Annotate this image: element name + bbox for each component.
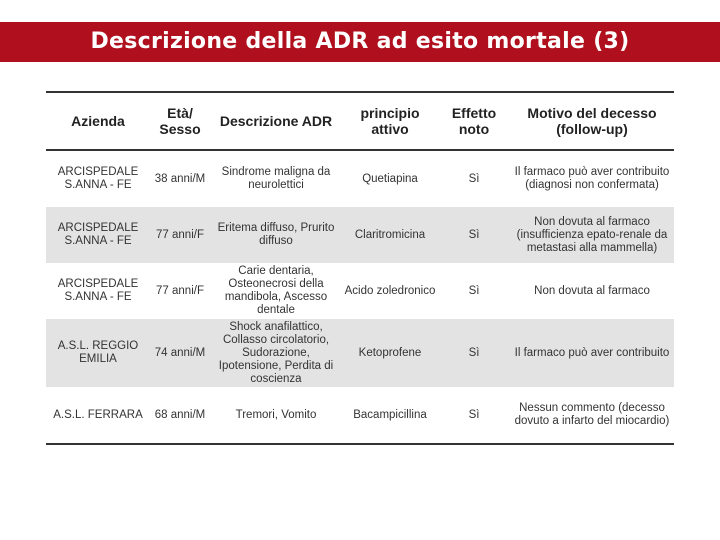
cell-motivo: Nessun commento (decesso dovuto a infarto del miocardio) <box>514 402 670 427</box>
cell-eta-sesso: 68 anni/M <box>154 408 206 421</box>
cell-azienda: ARCISPEDALE S.ANNA - FE <box>57 166 139 191</box>
table-row <box>46 319 674 387</box>
table-row <box>46 207 674 263</box>
table-row <box>46 387 674 444</box>
table-row <box>46 150 674 207</box>
adr-table <box>46 91 674 445</box>
header-azienda: Azienda <box>71 113 125 129</box>
cell-descrizione: Shock anafilattico, Collasso circolatorio, Sudorazione, Ipotensione, Perdita di coscienza <box>210 319 342 387</box>
cell-effetto: Sì <box>468 408 480 421</box>
cell-principio: Bacampicillina <box>353 408 427 421</box>
header-effetto: Effetto noto <box>451 105 497 137</box>
cell-principio: Quetiapina <box>362 172 418 185</box>
cell-motivo: Il farmaco può aver contribuito (diagnosi non confermata) <box>514 166 670 191</box>
cell-effetto: Sì <box>438 207 510 263</box>
cell-principio: Ketoprofene <box>342 319 438 387</box>
slide-title: Descrizione della ADR ad esito mortale (3) <box>90 29 630 54</box>
cell-azienda: A.S.L. FERRARA <box>53 408 143 421</box>
cell-eta-sesso: 38 anni/M <box>154 172 206 185</box>
adr-table-container <box>46 91 674 445</box>
cell-motivo: Non dovuta al farmaco <box>534 284 650 297</box>
header-motivo: Motivo del decesso (follow-up) <box>527 105 657 137</box>
cell-principio: Claritromicina <box>342 207 438 263</box>
header-descrizione: Descrizione ADR <box>219 113 333 129</box>
header-eta-sesso: Età/ Sesso <box>159 105 201 137</box>
cell-descrizione: Carie dentaria, Osteonecrosi della mandibola, Ascesso dentale <box>224 265 328 316</box>
cell-azienda: ARCISPEDALE S.ANNA - FE <box>46 207 150 263</box>
cell-azienda: ARCISPEDALE S.ANNA - FE <box>57 278 139 303</box>
cell-effetto: Sì <box>468 284 480 297</box>
cell-eta-sesso: 74 anni/M <box>150 319 210 387</box>
cell-descrizione: Tremori, Vomito <box>235 408 317 421</box>
cell-motivo: Il farmaco può aver contribuito <box>510 319 674 387</box>
cell-effetto: Sì <box>438 319 510 387</box>
header-principio: principio attivo <box>360 105 420 137</box>
table-row <box>46 263 674 319</box>
cell-descrizione: Sindrome maligna da neurolettici <box>221 166 331 191</box>
cell-descrizione: Eritema diffuso, Prurito diffuso <box>210 207 342 263</box>
cell-azienda: A.S.L. REGGIO EMILIA <box>46 319 150 387</box>
table-header-row <box>46 92 674 150</box>
cell-eta-sesso: 77 anni/F <box>156 284 204 297</box>
cell-motivo: Non dovuta al farmaco (insufficienza epato-renale da metastasi alla mammella) <box>510 207 674 263</box>
cell-principio: Acido zoledronico <box>344 284 436 297</box>
cell-eta-sesso: 77 anni/F <box>150 207 210 263</box>
cell-effetto: Sì <box>468 172 480 185</box>
